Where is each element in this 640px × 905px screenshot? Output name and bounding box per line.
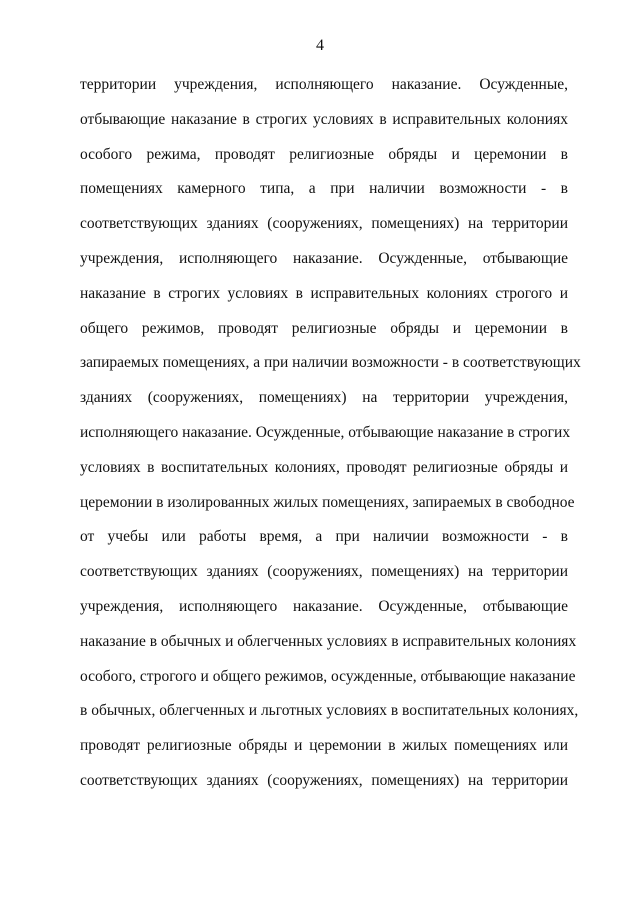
text-line: наказание в обычных и облегченных условиях в исправительных колониях (80, 632, 577, 650)
text-line: помещениях камерного типа, а при наличии возможности - в (80, 180, 568, 198)
text-line: условиях в воспитательных колониях, проводят религиозные обряды и (80, 458, 568, 476)
text-line: отбывающие наказание в строгих условиях в исправительных колониях (80, 110, 568, 128)
text-line: учреждения, исполняющего наказание. Осужденные, отбывающие (80, 597, 568, 615)
text-line: наказание в строгих условиях в исправительных колониях строгого и (80, 284, 568, 302)
text-line: общего режимов, проводят религиозные обряды и церемонии в (80, 319, 568, 337)
text-line: в обычных, облегченных и льготных условиях в воспитательных колониях, (80, 702, 579, 720)
text-line: особого, строгого и общего режимов, осужденные, отбывающие наказание (80, 667, 576, 685)
text-line: зданиях (сооружениях, помещениях) на территории учреждения, (80, 389, 568, 407)
text-line: особого режима, проводят религиозные обряды и церемонии в (80, 145, 568, 163)
text-line: территории учреждения, исполняющего наказание. Осужденные, (80, 76, 568, 93)
text-line: запираемых помещениях, а при наличии возможности - в соответствующих (80, 354, 581, 372)
text-line: исполняющего наказание. Осужденные, отбывающие наказание в строгих (80, 423, 571, 441)
text-line: учреждения, исполняющего наказание. Осужденные, отбывающие (80, 249, 568, 267)
text-line: от учебы или работы время, а при наличии возможности - в (80, 528, 568, 546)
page-number: 4 (316, 37, 324, 54)
text-line: соответствующих зданиях (сооружениях, помещениях) на территории (80, 771, 568, 789)
text-line: соответствующих зданиях (сооружениях, помещениях) на территории (80, 215, 568, 233)
text-line: проводят религиозные обряды и церемонии в жилых помещениях или (80, 737, 568, 755)
text-line: церемонии в изолированных жилых помещениях, запираемых в свободное (80, 493, 575, 511)
body-text (80, 68, 581, 799)
text-line: соответствующих зданиях (сооружениях, помещениях) на территории (80, 563, 568, 581)
